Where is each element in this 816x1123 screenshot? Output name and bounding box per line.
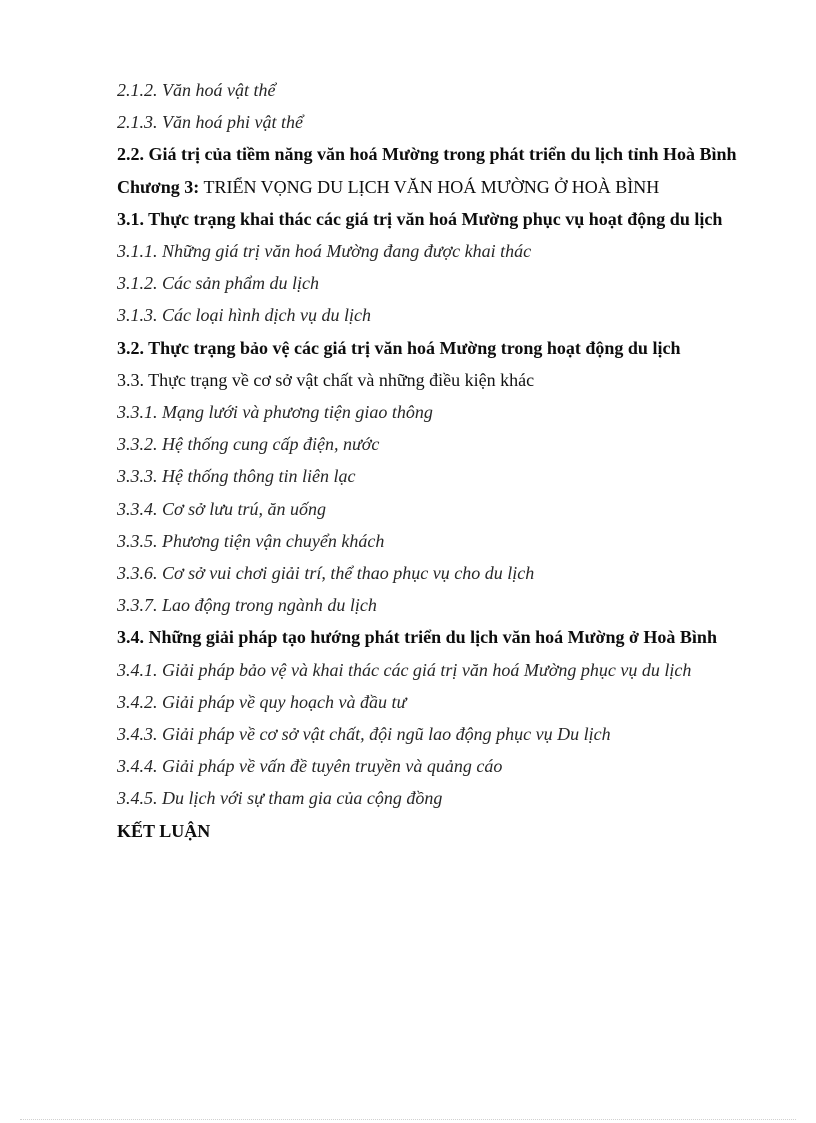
toc-item-3-3-3: 3.3.3. Hệ thống thông tin liên lạc [117,466,356,487]
toc-item-3-4-3: 3.4.3. Giải pháp về cơ sở vật chất, đội ngũ lao động phục vụ Du lịch [117,724,611,745]
toc-item-3-4-2: 3.4.2. Giải pháp về quy hoạch và đầu tư [117,691,407,712]
toc-item-3-1: 3.1. Thực trạng khai thác các giá trị văn hoá Mường phục vụ hoạt động du lịch [117,208,723,229]
toc-item-3-4-5: 3.4.5. Du lịch với sự tham gia của cộng đồng [117,788,443,809]
toc-item-2-1-3: 2.1.3. Văn hoá phi vật thể [117,112,303,133]
toc-item-3-3-2: 3.3.2. Hệ thống cung cấp điện, nước [117,434,380,455]
table-of-contents [117,74,757,847]
toc-item-3-3-4: 3.3.4. Cơ sở lưu trú, ăn uống [117,498,327,519]
toc-item-3-3-1: 3.3.1. Mạng lưới và phương tiện giao thông [117,402,433,423]
toc-item-3-4: 3.4. Những giải pháp tạo hướng phát triển du lịch văn hoá Mường ở Hoà Bình [117,627,717,648]
toc-chapter-3 [117,171,757,203]
toc-item-3-3-5: 3.3.5. Phương tiện vận chuyển khách [117,530,385,551]
toc-item-2-2: 2.2. Giá trị của tiềm năng văn hoá Mường trong phát triển du lịch tỉnh Hoà Bình [117,144,737,165]
toc-item-3-1-2: 3.1.2. Các sản phẩm du lịch [117,273,319,294]
chapter-3-title: TRIỂN VỌNG DU LỊCH VĂN HOÁ MƯỜNG Ở HOÀ BÌNH [203,176,660,197]
toc-item-3-3-7: 3.3.7. Lao động trong ngành du lịch [117,595,377,616]
toc-item-3-3: 3.3. Thực trạng về cơ sở vật chất và những điều kiện khác [117,369,535,390]
toc-item-2-1-2: 2.1.2. Văn hoá vật thể [117,80,276,100]
toc-item-3-4-4: 3.4.4. Giải pháp về vấn đề tuyên truyền và quảng cáo [117,756,503,777]
toc-item-3-3-6: 3.3.6. Cơ sở vui chơi giải trí, thể thao phục vụ cho du lịch [117,563,535,584]
page-bottom-divider [20,1119,796,1120]
toc-item-3-4-1: 3.4.1. Giải pháp bảo vệ và khai thác các giá trị văn hoá Mường phục vụ du lịch [117,659,692,680]
toc-item-3-1-1: 3.1.1. Những giá trị văn hoá Mường đang được khai thác [117,241,532,262]
chapter-3-label: Chương 3: [117,176,200,197]
toc-item-3-2: 3.2. Thực trạng bảo vệ các giá trị văn hoá Mường trong hoạt động du lịch [117,337,681,358]
toc-item-3-1-3: 3.1.3. Các loại hình dịch vụ du lịch [117,305,371,326]
toc-conclusion: KẾT LUẬN [117,820,211,841]
